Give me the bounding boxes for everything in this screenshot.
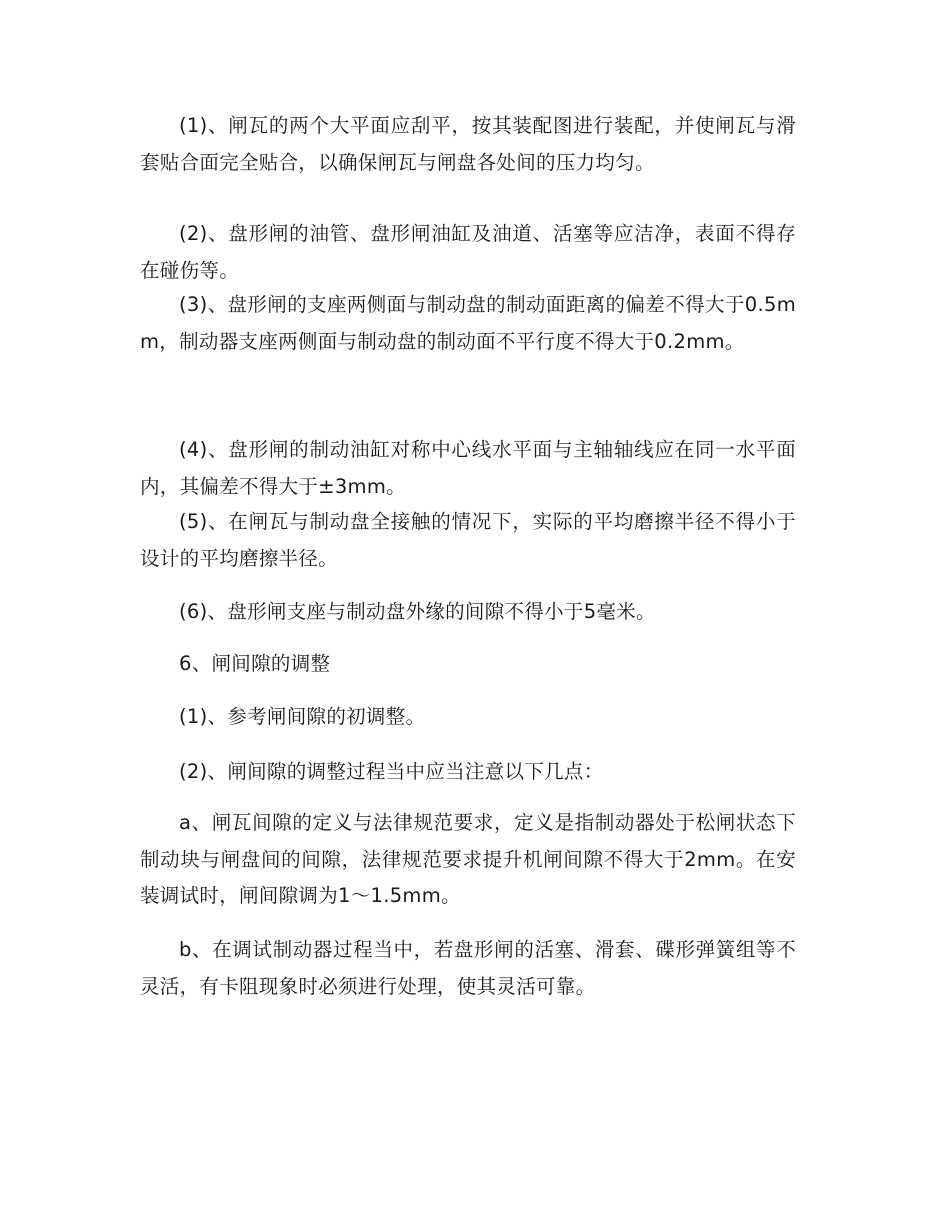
paragraph-6: (6)、盘形闸支座与制动盘外缘的间隙不得小于5毫米。 xyxy=(179,600,656,623)
sub-item-2: (2)、闸间隙的调整过程当中应当注意以下几点： xyxy=(179,760,604,783)
paragraph-3: (3)、盘形闸的支座两侧面与制动盘的制动面距离的偏差不得大于0.5mm，制动器支座两侧面与制动盘的制动面不平行度不得大于0.2mm。 xyxy=(140,293,796,353)
sub-item-a: a、闸瓦间隙的定义与法律规范要求，定义是指制动器处于松闸状态下制动块与闸盘间的间隙，法律规范要求提升机闸间隙不得大于2mm。在安装调试时，闸间隙调为1～1.5mm。 xyxy=(140,811,796,907)
paragraph-4: (4)、盘形闸的制动油缸对称中心线水平面与主轴轴线应在同一水平面内，其偏差不得大于±3mm。 xyxy=(140,438,796,498)
sub-item-b: b、在调试制动器过程当中，若盘形闸的活塞、滑套、碟形弹簧组等不灵活，有卡阻现象时必须进行处理，使其灵活可靠。 xyxy=(140,938,796,998)
paragraph-5: (5)、在闸瓦与制动盘全接触的情况下，实际的平均磨擦半径不得小于设计的平均磨擦半径。 xyxy=(140,510,796,570)
paragraph-2: (2)、盘形闸的油管、盘形闸油缸及油道、活塞等应洁净，表面不得存在碰伤等。 xyxy=(140,222,796,282)
sub-item-1: (1)、参考闸间隙的初调整。 xyxy=(179,705,426,728)
section-heading: 6、闸间隙的调整 xyxy=(179,652,331,675)
paragraph-1: (1)、闸瓦的两个大平面应刮平，按其装配图进行装配，并使闸瓦与滑套贴合面完全贴合，以确保闸瓦与闸盘各处间的压力均匀。 xyxy=(140,114,796,174)
